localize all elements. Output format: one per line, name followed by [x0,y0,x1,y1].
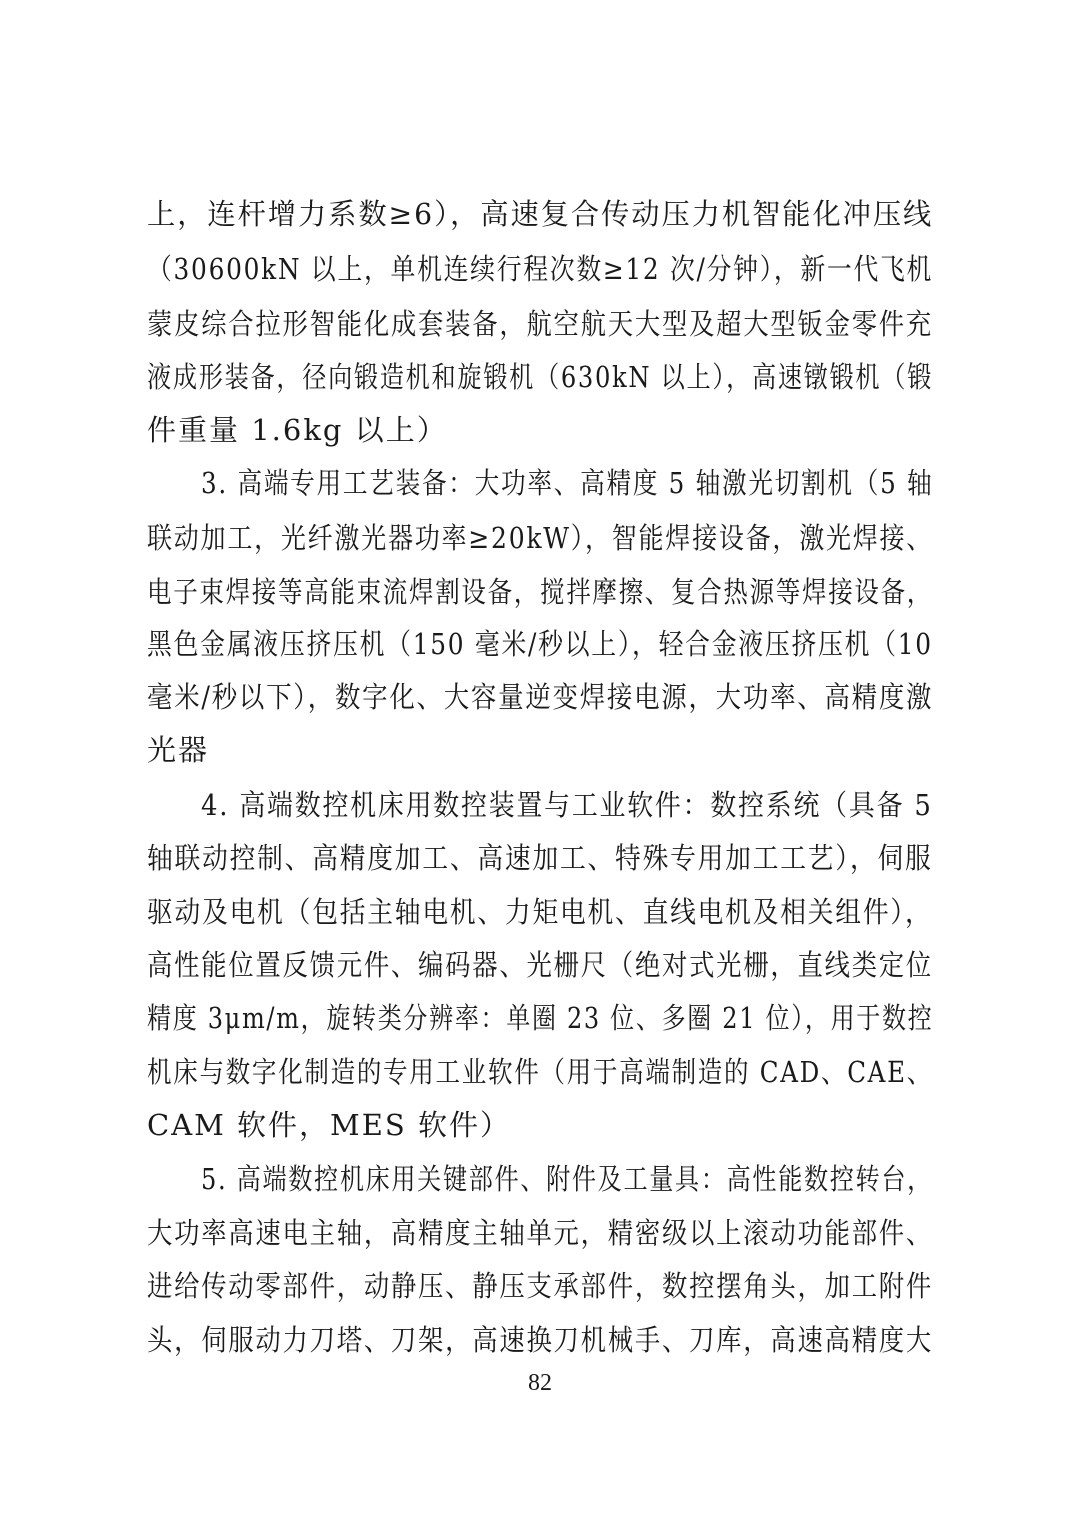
text-line: 进给传动零部件，动静压、静压支承部件，数控摆角头，加工附件 [147,1269,934,1303]
text-line: 3. 高端专用工艺装备：大功率、高精度 5 轴激光切割机（5 轴 [201,466,934,500]
text-line: 驱动及电机（包括主轴电机、力矩电机、直线电机及相关组件）， [147,895,933,929]
text-line: 联动加工，光纤激光器功率≥20kW），智能焊接设备，激光焊接、 [147,521,934,555]
text-line: 大功率高速电主轴，高精度主轴单元，精密级以上滚动功能部件、 [147,1216,934,1250]
text-line: 机床与数字化制造的专用工业软件（用于高端制造的 CAD、CAE、 [147,1055,933,1089]
text-line: 上，连杆增力系数≥6），高速复合传动压力机智能化冲压线 [147,197,934,231]
text-line: 高性能位置反馈元件、编码器、光栅尺（绝对式光栅，直线类定位 [147,948,934,982]
text-line: 头，伺服动力刀塔、刀架，高速换刀机械手、刀库，高速高精度大 [147,1323,934,1357]
text-line: 毫米/秒以下），数字化、大容量逆变焊接电源，大功率、高精度激 [147,680,934,714]
text-line: 4. 高端数控机床用数控装置与工业软件：数控系统（具备 5 [201,788,933,822]
text-line: （30600kN 以上，单机连续行程次数≥12 次/分钟），新一代飞机 [147,252,934,286]
text-line: 蒙皮综合拉形智能化成套装备，航空航天大型及超大型钣金零件充 [147,307,934,341]
text-line: 件重量 1.6kg 以上） [147,413,448,447]
text-line: 光器 [147,733,210,767]
text-line: 5. 高端数控机床用关键部件、附件及工量具：高性能数控转台， [201,1162,933,1196]
text-line: 轴联动控制、高精度加工、高速加工、特殊专用加工工艺），伺服 [147,841,933,875]
text-line: CAM 软件，MES 软件） [147,1108,511,1142]
text-line: 液成形装备，径向锻造机和旋锻机（630kN 以上），高速镦锻机（锻 [147,360,934,394]
text-line: 精度 3μm/m，旋转类分辨率：单圈 23 位、多圈 21 位），用于数控 [147,1001,934,1035]
page-number: 82 [528,1370,552,1396]
text-line: 黑色金属液压挤压机（150 毫米/秒以上），轻合金液压挤压机（10 [147,627,933,661]
text-line: 电子束焊接等高能束流焊割设备，搅拌摩擦、复合热源等焊接设备， [147,575,934,609]
